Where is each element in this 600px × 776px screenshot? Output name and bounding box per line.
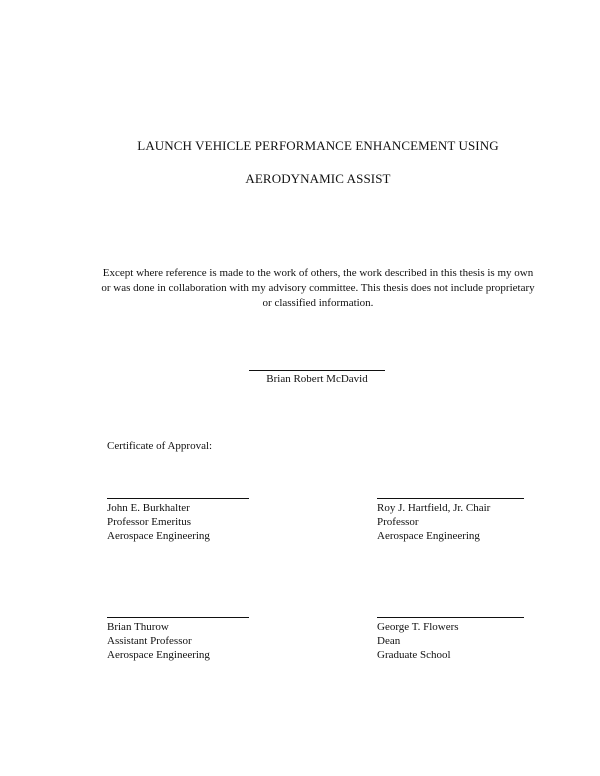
signatory-block (377, 498, 524, 543)
signatory-department: Graduate School (377, 649, 451, 661)
signatory-title: Professor Emeritus (107, 516, 192, 528)
signatory-name: Roy J. Hartfield, Jr. Chair (377, 502, 491, 514)
signatory-name: Brian Thurow (107, 621, 169, 633)
author-name: Brian Robert McDavid (266, 373, 368, 385)
signatory-department: Aerospace Engineering (107, 649, 210, 661)
signature-line (377, 617, 524, 618)
signatory-block (377, 617, 524, 662)
signatory-title: Dean (377, 635, 401, 647)
signature-line (107, 617, 249, 618)
signatory-name: George T. Flowers (377, 621, 459, 633)
thesis-title-line-1: LAUNCH VEHICLE PERFORMANCE ENHANCEMENT USING (137, 138, 499, 153)
signature-line (377, 498, 524, 499)
signatory-title: Assistant Professor (107, 635, 192, 647)
signatory-name: John E. Burkhalter (107, 502, 190, 514)
thesis-title-line-2: AERODYNAMIC ASSIST (245, 171, 391, 186)
certificate-of-approval-label: Certificate of Approval: (107, 440, 213, 452)
signatory-title: Professor (377, 516, 419, 528)
signature-line (107, 498, 249, 499)
signatory-department: Aerospace Engineering (107, 530, 210, 542)
signatory-block (107, 498, 249, 543)
originality-statement: Except where reference is made to the work of others, the work described in this thesis is my own or was done in collaboration with my advisory committee. This thesis does not include proprietary or classified information. (101, 267, 535, 309)
signatory-block (107, 617, 249, 662)
author-signature-line (249, 370, 385, 371)
signatory-department: Aerospace Engineering (377, 530, 480, 542)
